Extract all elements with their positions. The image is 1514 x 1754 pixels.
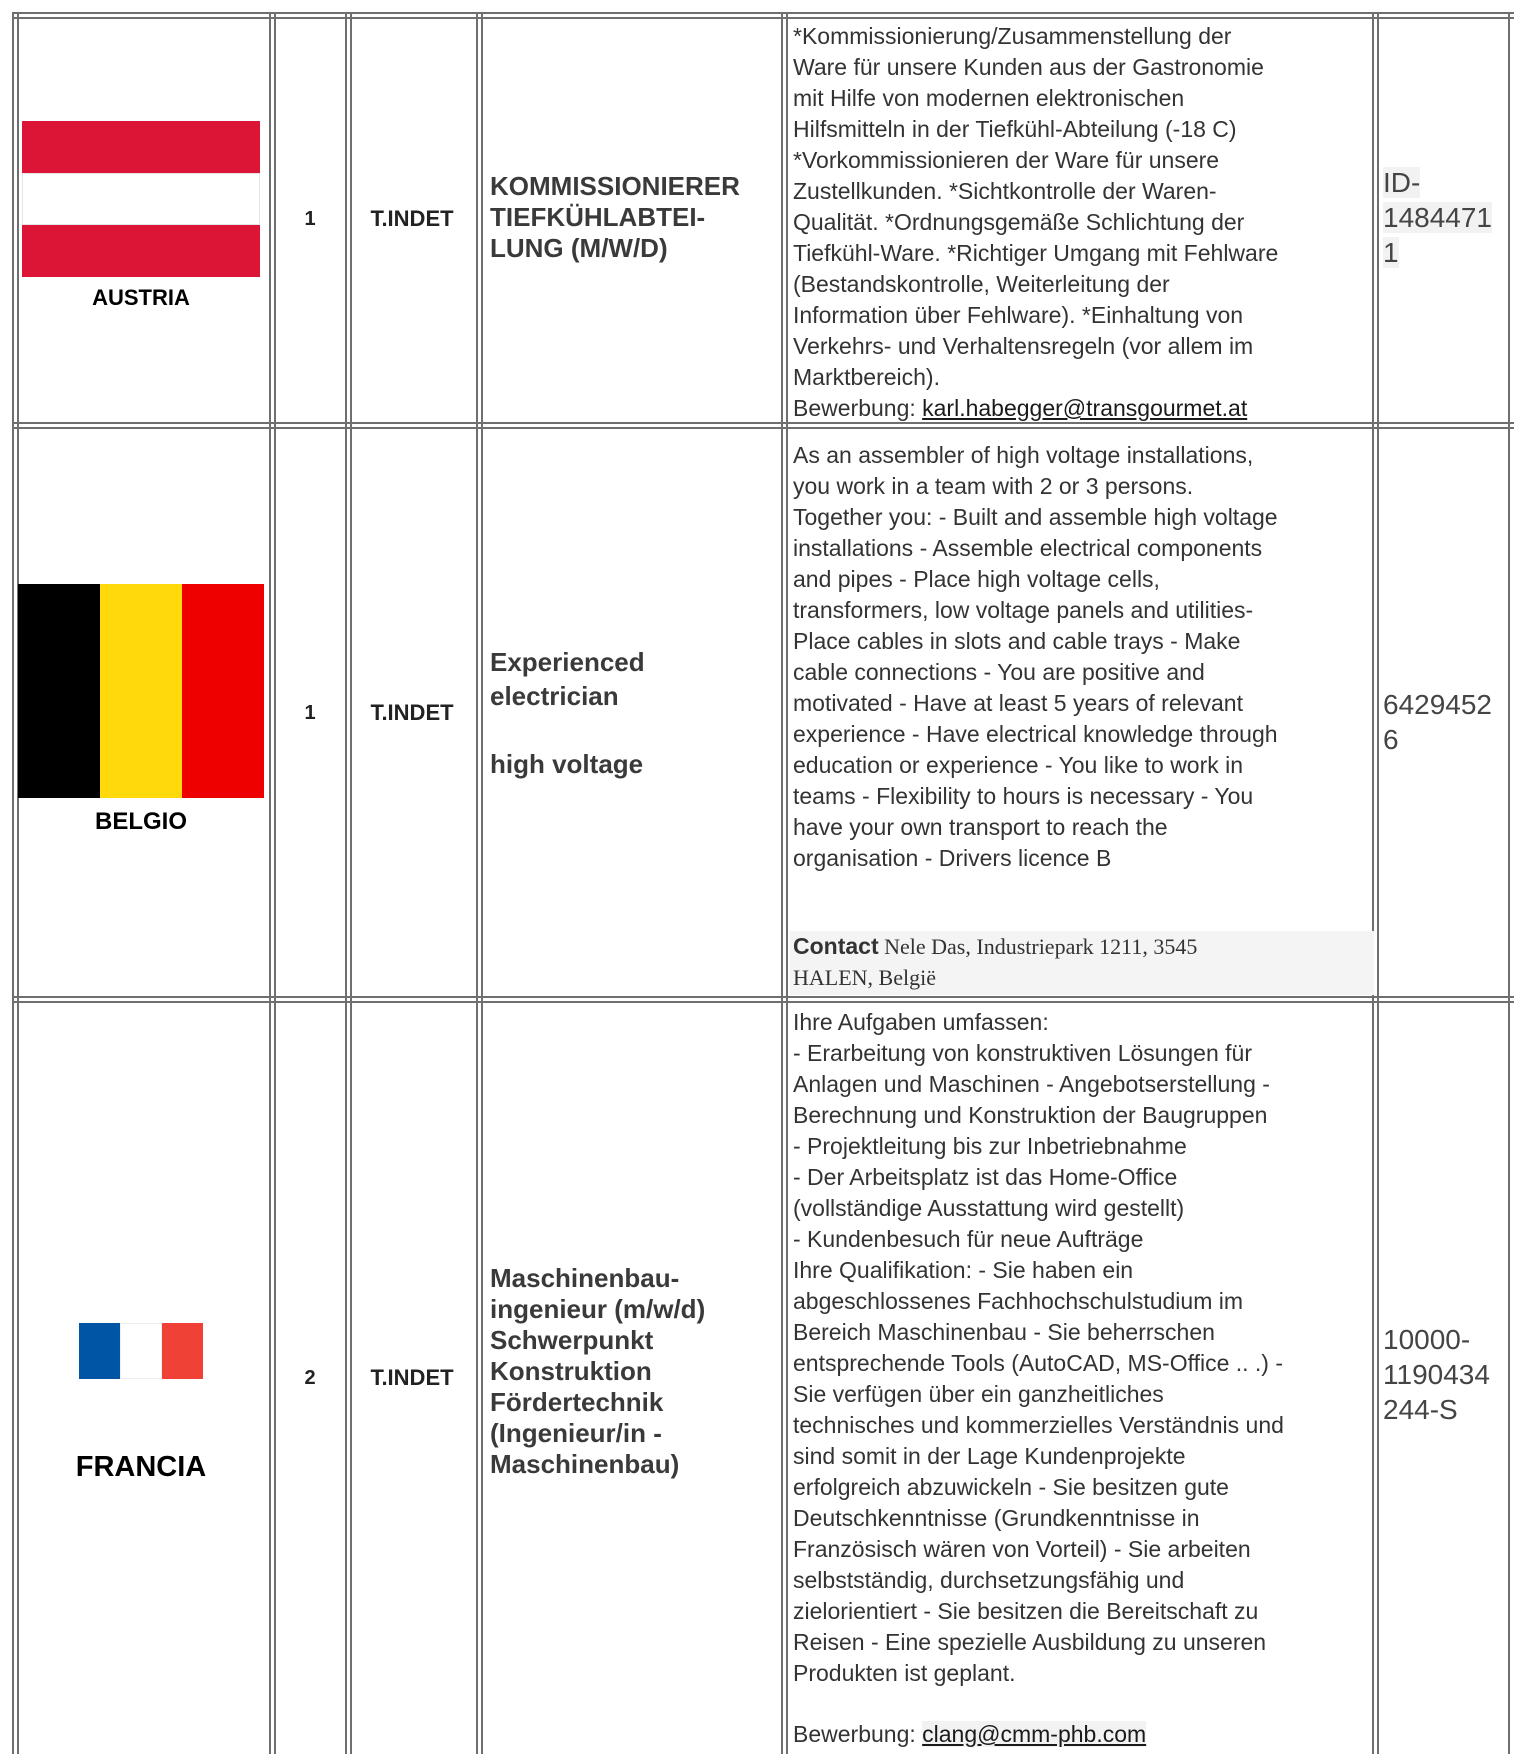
position-count: 2: [304, 1367, 316, 1389]
job-title: KOMMISSIONIERER TIEFKÜHLABTEI- LUNG (M/W/D): [490, 171, 740, 263]
application-label: Bewerbung:: [793, 395, 923, 421]
flag-stripe-right: [162, 1323, 203, 1379]
application-email-link[interactable]: karl.habegger@transgourmet.at: [922, 395, 1248, 421]
contact-label: Contact: [793, 933, 879, 959]
contract-type: T.INDET: [370, 206, 454, 231]
contract-type: T.INDET: [370, 700, 454, 725]
flag-stripe-middle: [22, 173, 260, 225]
flag-stripe-bottom: [22, 225, 260, 277]
france-flag-icon: [79, 1323, 203, 1379]
contact-line-2: [793, 962, 1363, 993]
flag-stripe-middle: [100, 584, 182, 798]
application-line: [793, 393, 1363, 424]
position-count: 1: [304, 702, 316, 724]
offer-reference-id: 6429452 6: [1383, 689, 1493, 755]
offer-reference-id: 10000- 1190434 244-S: [1383, 1324, 1490, 1425]
job-title: Maschinenbau- ingenieur (m/w/d) Schwerpunkt Konstruktion Fördertechnik (Ingenieur/in - Maschinenbau): [490, 1263, 706, 1479]
flag-stripe-right: [182, 584, 264, 798]
contact-address: Nele Das, Industriepark 1211, 3545: [878, 934, 1198, 959]
country-label: FRANCIA: [75, 1451, 207, 1483]
contact-city: HALEN, België: [793, 965, 936, 990]
flag-stripe-left: [79, 1323, 120, 1379]
application-email-link[interactable]: clang@cmm-phb.com: [922, 1721, 1147, 1747]
contract-type: T.INDET: [370, 1365, 454, 1390]
job-description: As an assembler of high voltage installations, you work in a team with 2 or 3 persons. Together you: - Built and assemble high voltage installations - Assemble electrical components and pipes - Place high voltage cells, transformers, low voltage panels and utilities- Place cables in slots and cable trays - Make cable connections - You are positive and motivated - Have at least 5 years of relevant experience - Have electrical knowledge through education or experience - You like to work in teams - Flexibility to hours is necessary - You have your own transport to reach the organisation - Drivers licence B: [793, 442, 1278, 871]
country-label: BELGIO: [94, 808, 187, 835]
country-label: AUSTRIA: [92, 285, 190, 310]
application-line: [793, 1719, 1363, 1750]
job-title: Experienced electrician high voltage: [490, 647, 645, 779]
application-label: Bewerbung:: [793, 1721, 923, 1747]
position-count: 1: [304, 208, 316, 230]
contact-line-1: [793, 931, 1363, 962]
belgium-flag-icon: [18, 584, 264, 798]
flag-stripe-top: [22, 121, 260, 173]
flag-stripe-left: [18, 584, 100, 798]
flag-stripe-middle: [120, 1323, 162, 1379]
job-description: *Kommissionierung/Zusammenstellung der Ware für unsere Kunden aus der Gastronomie mit Hilfe von modernen elektronischen Hilfsmitteln in der Tiefkühl-Abteilung (-18 C) *Vorkommissionieren der Ware für unsere Zustellkunden. *Sichtkontrolle der Waren- Qualität. *Ordnungsgemäße Schlichtung der Tiefkühl-Ware. *Richtiger Umgang mit Fehlware (Bestandskontrolle, Weiterleitung der Information über Fehlware). *Einhaltung von Verkehrs- und Verhaltensregeln (vor allem im Marktbereich).: [793, 23, 1279, 390]
offer-reference-id: ID- 1484471 1: [1383, 167, 1493, 268]
austria-flag-icon: [22, 121, 260, 277]
job-description: Ihre Aufgaben umfassen: - Erarbeitung von konstruktiven Lösungen für Anlagen und Maschinen - Angebotserstellung - Berechnung und Konstruktion der Baugruppen - Projektleitung bis zur Inbetriebnahme - Der Arbeitsplatz ist das Home-Office (vollständige Ausstattung wird gestellt) - Kundenbesuch für neue Aufträge Ihre Qualifikation: - Sie haben ein abgeschlossenes Fachhochschulstudium im Bereich Maschinenbau - Sie beherrschen entsprechende Tools (AutoCAD, MS-Office .. .) - Sie verfügen über ein ganzheitliches technisches und kommerzielles Verständnis und sind somit in der Lage Kundenprojekte erfolgreich abzuwickeln - Sie besitzen gute Deutschkenntnisse (Grundkenntnisse in Französisch wären von Vorteil) - Sie arbeiten selbstständig, durchsetzungsfähig und zielorientiert - Sie besitzen die Bereitschaft zu Reisen - Eine spezielle Ausbildung zu unseren Produkten ist geplant.: [793, 1009, 1284, 1686]
